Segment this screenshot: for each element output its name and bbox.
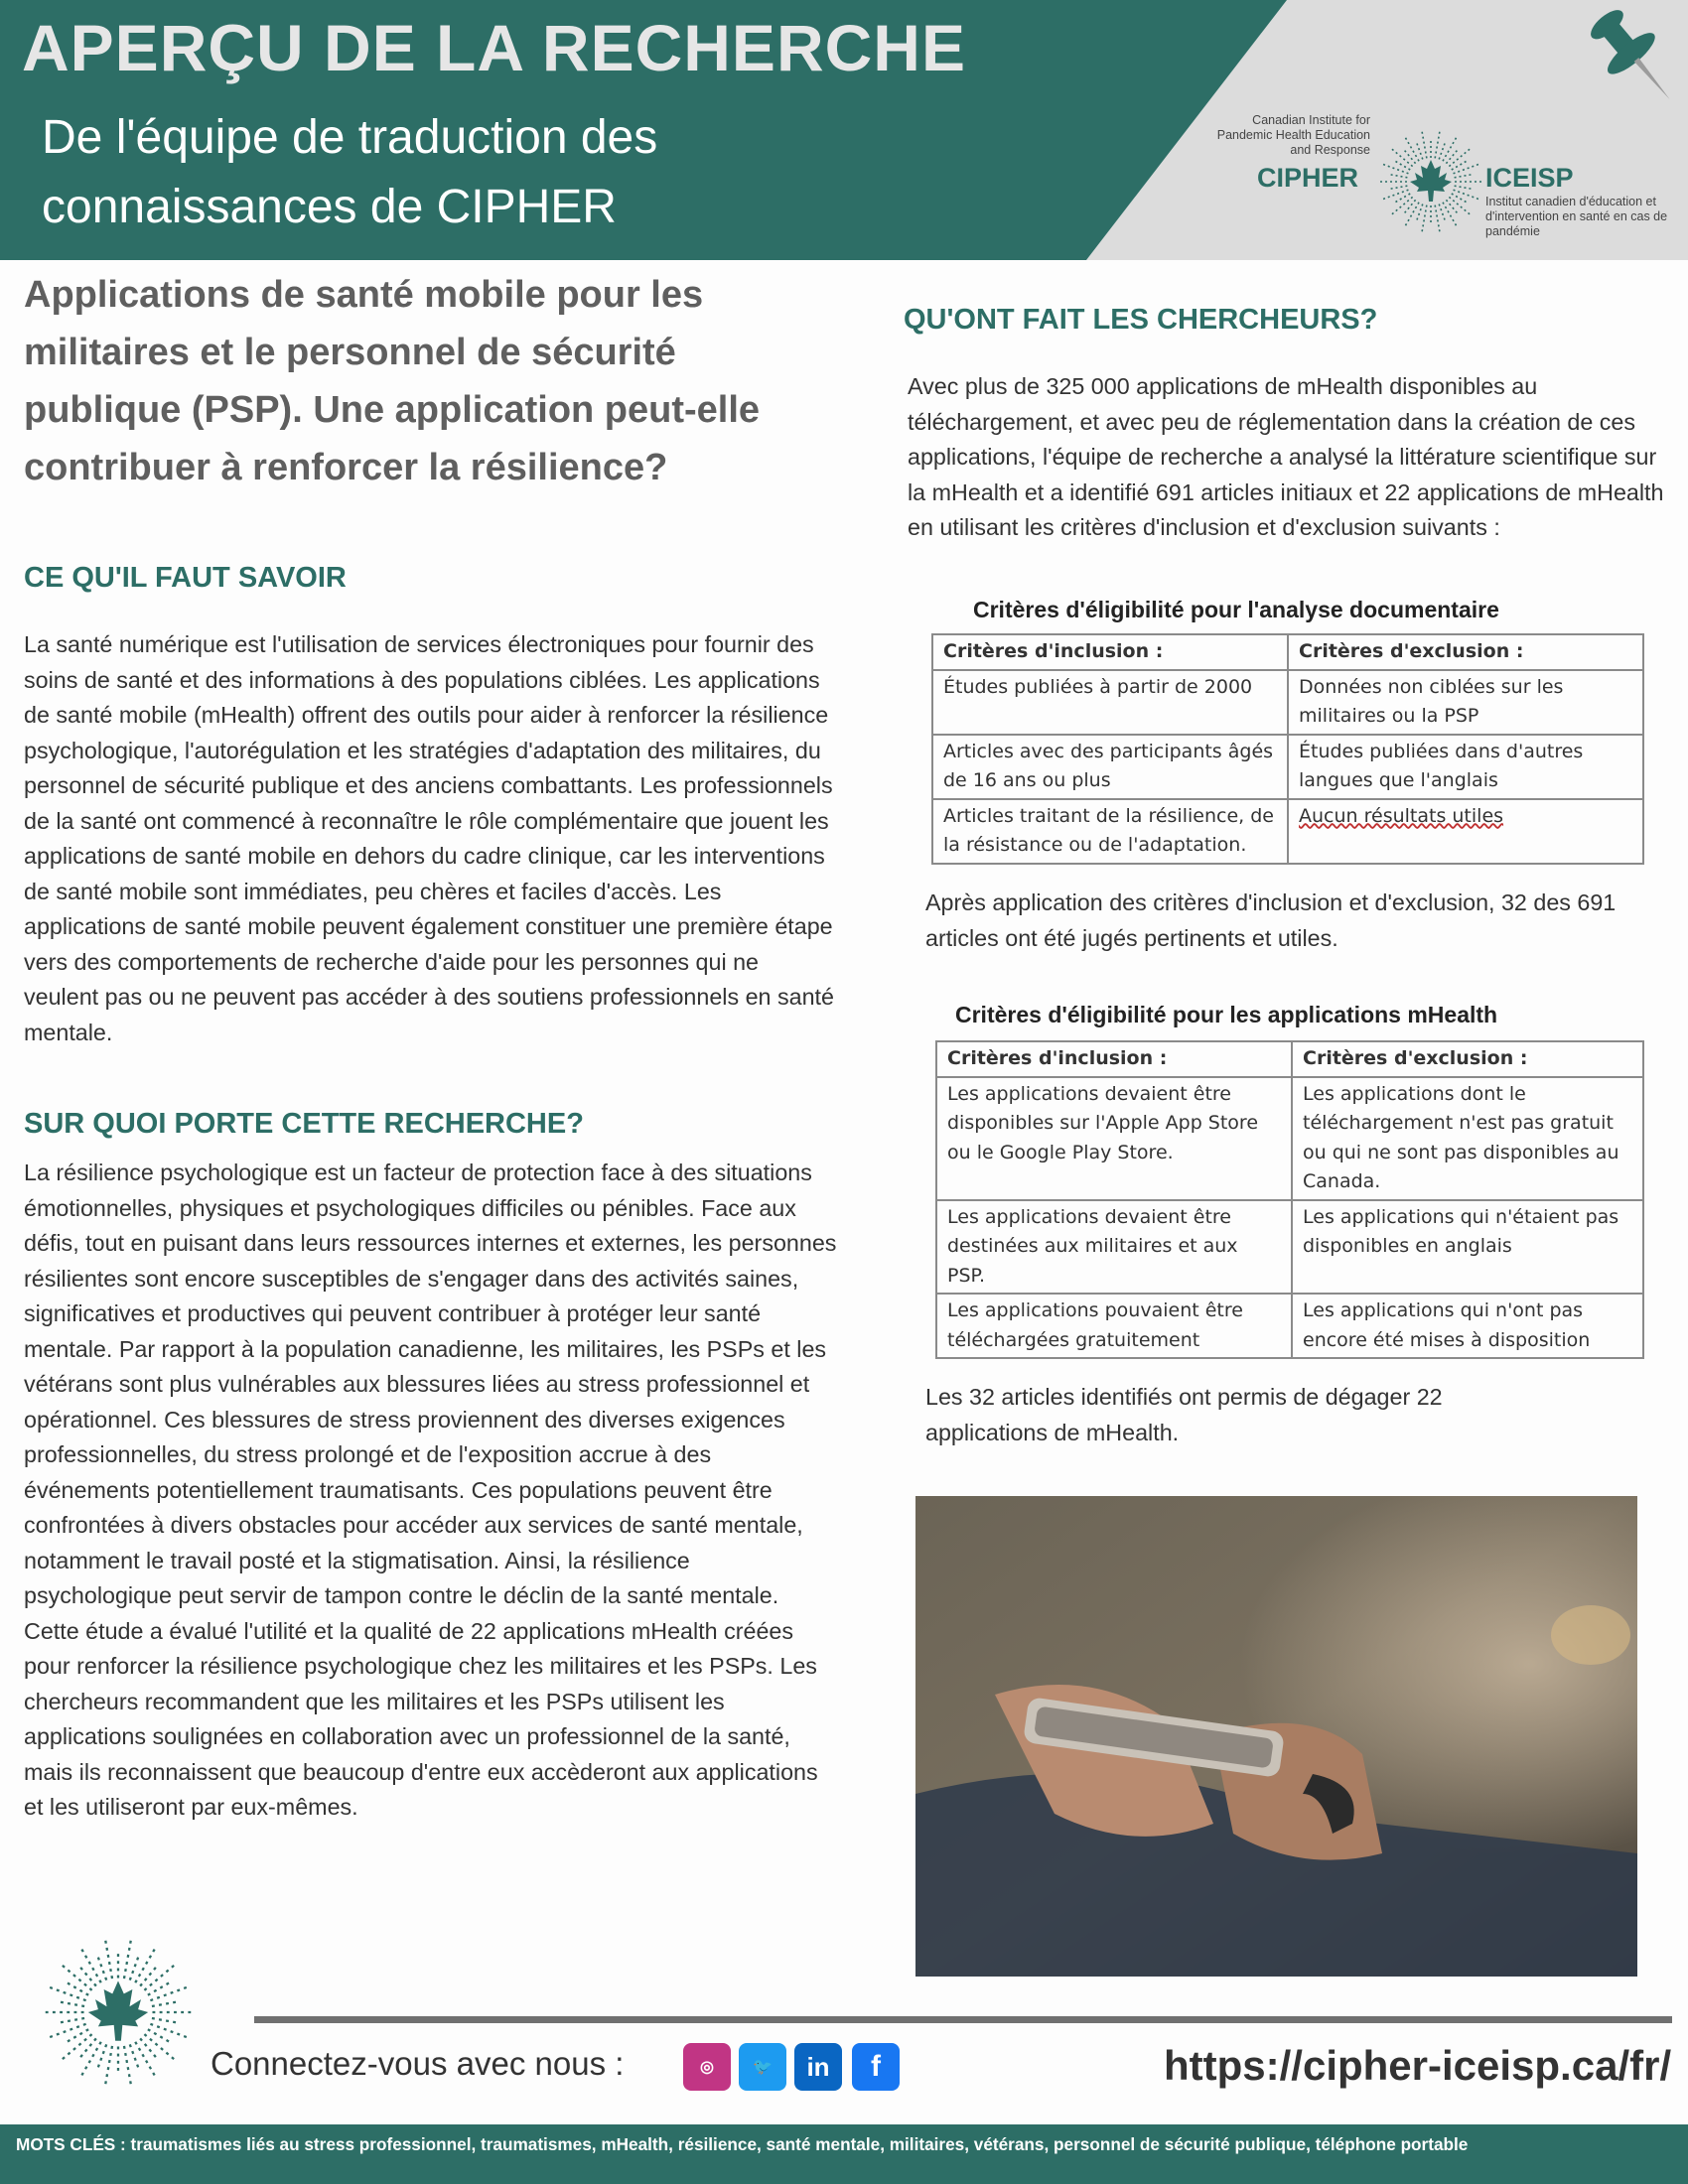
text-after-table1: Après application des critères d'inclusion et d'exclusion, 32 des 691 articles ont été jugés pertinents et utiles. bbox=[925, 889, 1617, 951]
main-question: Applications de santé mobile pour les militaires et le personnel de sécurité publique (PSP). Une application peut-elle contribuer à renforcer la résilience? bbox=[24, 274, 761, 488]
header-banner bbox=[0, 0, 1688, 260]
table2-title: Critères d'éligibilité pour les applications mHealth bbox=[955, 1002, 1498, 1027]
phone-in-hands-photo bbox=[915, 1496, 1637, 1977]
linkedin-glyph: in bbox=[806, 2051, 830, 2082]
heading-research-about: SUR QUOI PORTE CETTE RECHERCHE? bbox=[24, 1108, 584, 1140]
maple-leaf-burst-icon bbox=[40, 1934, 197, 2091]
table-header-cell: Critères d'exclusion : bbox=[1288, 634, 1643, 670]
connect-label: Connectez-vous avec nous : bbox=[211, 2045, 625, 2082]
text-researchers-intro: Avec plus de 325 000 applications de mHealth disponibles au téléchargement, et avec peu de réglementation dans la création de ces applications, l'équipe de recherche a analysé la littérature scientifique sur la mHealth et a identifié 691 articles initiaux et 22 applications de mHealth en utilisant les critères d'inclusion et d'exclusion suivants : bbox=[908, 373, 1664, 540]
table-cell: Études publiées dans d'autres langues que l'anglais bbox=[1288, 735, 1643, 799]
keywords-text: MOTS CLÉS : traumatismes liés au stress professionnel, traumatismes, mHealth, résilience, santé mentale, militaires, vétérans, personnel de sécurité publique, téléphone portable bbox=[16, 2134, 1469, 2154]
literature-criteria-table bbox=[931, 633, 1644, 865]
table-header-cell: Critères d'inclusion : bbox=[932, 634, 1288, 670]
text-after-table2: Les 32 articles identifiés ont permis de dégager 22 applications de mHealth. bbox=[925, 1384, 1443, 1445]
heading-what-researchers-did: QU'ONT FAIT LES CHERCHEURS? bbox=[904, 304, 1378, 336]
table-cell: Les applications devaient être disponibles sur l'Apple App Store ou le Google Play Store. bbox=[936, 1077, 1292, 1200]
text-what-to-know: La santé numérique est l'utilisation de services électroniques pour fournir des soins de santé et des informations à des populations ciblées. Les applications de santé mobile (mHealth) offrent des outils pour aider à renforcer la résilience psychologique, l'autorégulation et les stratégies d'adaptation des militaires, du personnel de sécurité publique et des anciens combattants. Les professionnels de la santé ont commencé à reconnaître le rôle complémentaire que jouent les applications de santé mobile en dehors du cadre clinique, car les interventions de santé mobile sont immédiates, peu chères et faciles d'accès. Les applications de santé mobile peuvent également constituer une première étape vers des comportements de recherche d'aide pour les personnes qui ne veulent pas ou ne peuvent pas accéder à des soutiens professionnels en santé mentale. bbox=[24, 631, 834, 1045]
table-row bbox=[936, 1294, 1643, 1358]
logo-french-description: Institut canadien d'éducation et d'intervention en santé en cas de pandémie bbox=[1485, 195, 1668, 238]
table-header-cell: Critères d'exclusion : bbox=[1292, 1041, 1643, 1077]
text-research-about: La résilience psychologique est un facteur de protection face à des situations émotionnelles, physiques et psychologiques difficiles ou pénibles. Face aux défis, tout en puisant dans leurs ressources internes et externes, les personnes résilientes sont encore susceptibles de s'engager dans des activités saines, significatives et productives qui peuvent contribuer à protéger leur santé mentale. Par rapport à la population canadienne, les militaires, les PSPs et les vétérans sont plus vulnérables aux blessures liées au stress professionnel et opérationnel. Ces blessures de stress proviennent des diverses exigences professionnelles, du stress prolongé et de l'exposition accrue à des événements potentiellement traumatisants. Ces populations peuvent être confrontées à divers obstacles pour accéder aux services de santé mentale, notamment le travail posté et la stigmatisation. Ainsi, la résilience psychologique peut servir de tampon contre le déclin de la santé mentale. Cette étude a évalué l'utilité et la qualité de 22 applications mHealth créées pour renforcer la résilience psychologique chez les militaires et les PSPs. Les chercheurs recommandent que les militaires et les PSPs utilisent les applications soulignées en collaboration avec un professionnel de la santé, mais ils reconnaissent que beaucoup d'entre eux accèderont aux applications et les utiliseront par eux-mêmes. bbox=[24, 1160, 837, 1820]
linkedin-icon[interactable] bbox=[794, 2043, 842, 2091]
logo-cipher-text: CIPHER bbox=[1257, 163, 1359, 193]
page-title: APERÇU DE LA RECHERCHE bbox=[22, 11, 966, 84]
table-cell: Les applications devaient être destinées aux militaires et aux PSP. bbox=[936, 1200, 1292, 1295]
table-cell: Articles avec des participants âgés de 16 ans ou plus bbox=[932, 735, 1288, 799]
table-header-row bbox=[932, 634, 1643, 670]
facebook-icon[interactable] bbox=[852, 2043, 900, 2091]
table-cell: Les applications pouvaient être téléchargées gratuitement bbox=[936, 1294, 1292, 1358]
instagram-glyph: ◎ bbox=[700, 2059, 714, 2076]
table-cell: Les applications dont le téléchargement n'est pas gratuit ou qui ne sont pas disponibles au Canada. bbox=[1292, 1077, 1643, 1200]
table-header-cell: Critères d'inclusion : bbox=[936, 1041, 1292, 1077]
pushpin-icon bbox=[1587, 0, 1686, 119]
table-row bbox=[932, 735, 1643, 799]
table-row bbox=[936, 1200, 1643, 1295]
table-cell: Les applications qui n'étaient pas disponibles en anglais bbox=[1292, 1200, 1643, 1295]
page-subtitle: De l'équipe de traduction des connaissances de CIPHER bbox=[42, 111, 658, 233]
table1-title: Critères d'éligibilité pour l'analyse documentaire bbox=[973, 597, 1499, 622]
logo-english-description: Canadian Institute for Pandemic Health Education and Response bbox=[1216, 113, 1370, 157]
table-cell: Données non ciblées sur les militaires ou la PSP bbox=[1288, 670, 1643, 735]
facebook-glyph: f bbox=[871, 2050, 881, 2083]
table-row bbox=[932, 670, 1643, 735]
table-cell: Aucun résultats utiles bbox=[1288, 799, 1643, 864]
table-cell: Études publiées à partir de 2000 bbox=[932, 670, 1288, 735]
table-row bbox=[932, 799, 1643, 864]
footer-divider bbox=[254, 2016, 1672, 2023]
instagram-icon[interactable] bbox=[683, 2043, 731, 2091]
app-criteria-table bbox=[935, 1040, 1644, 1359]
website-link[interactable]: https://cipher-iceisp.ca/fr/ bbox=[1164, 2042, 1672, 2089]
table-cell: Les applications qui n'ont pas encore été mises à disposition bbox=[1292, 1294, 1643, 1358]
twitter-icon[interactable] bbox=[739, 2043, 786, 2091]
table-row bbox=[936, 1077, 1643, 1200]
heading-what-to-know: CE QU'IL FAUT SAVOIR bbox=[24, 562, 347, 594]
table-cell: Articles traitant de la résilience, de la résistance ou de l'adaptation. bbox=[932, 799, 1288, 864]
table-header-row bbox=[936, 1041, 1643, 1077]
maple-leaf-burst-icon bbox=[1376, 127, 1485, 236]
logo-iceisp-text: ICEISP bbox=[1485, 163, 1574, 193]
twitter-glyph: 🐦 bbox=[753, 2059, 773, 2076]
cipher-logo bbox=[1209, 109, 1676, 248]
